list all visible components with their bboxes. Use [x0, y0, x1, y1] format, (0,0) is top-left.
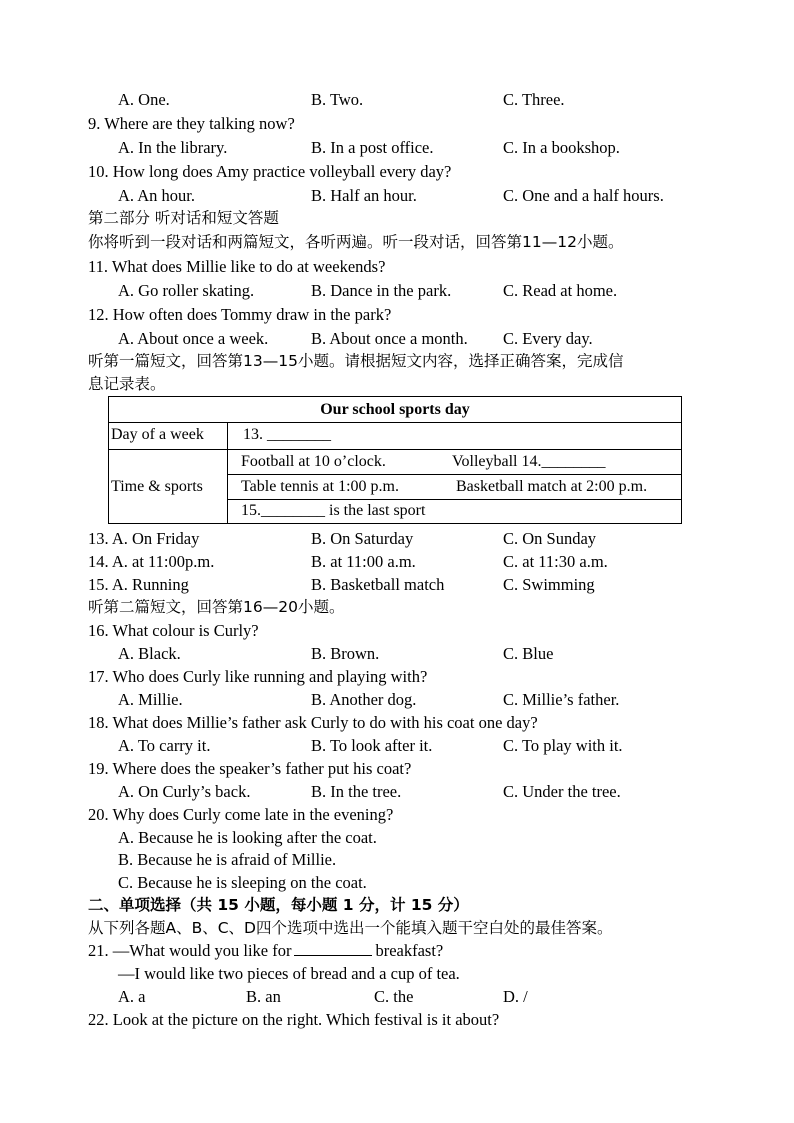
- option-text: C. Every day.: [503, 329, 593, 348]
- text-line: [0, 184, 794, 207]
- option-text: B. In the tree.: [311, 782, 402, 801]
- text-line: [0, 255, 794, 278]
- text-line: [0, 596, 794, 619]
- q21-reply-line: [0, 962, 794, 985]
- text-line: [0, 573, 794, 596]
- q21-options: [0, 985, 794, 1008]
- text-line: [0, 665, 794, 688]
- text-line: [0, 373, 794, 396]
- row-time-label: Time & sports: [111, 478, 203, 495]
- option-text: B. Two.: [311, 90, 364, 109]
- option-text: A. Millie.: [118, 690, 183, 709]
- option-text: B. In a post office.: [311, 138, 434, 157]
- question-text: 息记录表。: [88, 375, 166, 393]
- option-text: B. Dance in the park.: [311, 281, 452, 300]
- option-text: B. Basketball match: [311, 575, 445, 594]
- option-text: C. One and a half hours.: [503, 186, 664, 205]
- option-text: A. Because he is looking after the coat.: [118, 828, 377, 847]
- table-tennis-cell: Table tennis at 1:00 p.m.: [241, 478, 399, 495]
- q21-option-b: B. an: [246, 987, 281, 1006]
- question-text: 19. Where does the speaker’s father put his coat?: [88, 759, 412, 778]
- option-text: A. In the library.: [118, 138, 228, 157]
- text-line: [0, 894, 794, 917]
- text-line: [0, 279, 794, 302]
- q21-stem-end: breakfast?: [375, 941, 444, 960]
- question-text: 听第一篇短文，回答第13—15小题。请根据短文内容，选择正确答案，完成信: [88, 352, 624, 370]
- text-line: [0, 848, 794, 871]
- question-21: [0, 939, 794, 962]
- option-text: A. On Curly’s back.: [118, 782, 251, 801]
- q22-stem: 22. Look at the picture on the right. Which festival is it about?: [88, 1010, 500, 1029]
- sports-day-table: [108, 396, 682, 524]
- volleyball-cell: Volleyball 14.________: [452, 453, 606, 470]
- option-text: C. Under the tree.: [503, 782, 621, 801]
- option-text: C. Three.: [503, 90, 565, 109]
- basketball-cell: Basketball match at 2:00 p.m.: [456, 478, 648, 495]
- question-text: 11. What does Millie like to do at weekends?: [88, 257, 386, 276]
- option-text: B. On Saturday: [311, 529, 414, 548]
- question-text: 9. Where are they talking now?: [88, 114, 295, 133]
- option-text: C. Millie’s father.: [503, 690, 620, 709]
- option-text: A. About once a week.: [118, 329, 269, 348]
- text-line: [0, 871, 794, 894]
- option-text: C. Because he is sleeping on the coat.: [118, 873, 367, 892]
- option-text: A. Go roller skating.: [118, 281, 255, 300]
- question-text: 12. How often does Tommy draw in the park?: [88, 305, 392, 324]
- option-text: B. Brown.: [311, 644, 380, 663]
- option-text: C. Swimming: [503, 575, 595, 594]
- option-text: C. Read at home.: [503, 281, 618, 300]
- question-text: 二、单项选择（共 15 小题，每小题 1 分，计 15 分）: [88, 896, 469, 914]
- option-text: B. Half an hour.: [311, 186, 417, 205]
- text-line: [0, 207, 794, 230]
- option-text: C. To play with it.: [503, 736, 623, 755]
- table-divider: [227, 474, 681, 475]
- table-title: Our school sports day: [320, 401, 470, 418]
- q21-blank: [294, 939, 372, 956]
- football-cell: Football at 10 o’clock.: [241, 453, 386, 470]
- text-line: [0, 160, 794, 183]
- text-line: [0, 350, 794, 373]
- last-sport-cell: 15.________ is the last sport: [241, 502, 426, 519]
- option-text: A. An hour.: [118, 186, 196, 205]
- question-22: [0, 1008, 794, 1031]
- q21-option-c: C. the: [374, 987, 414, 1006]
- question-text: 10. How long does Amy practice volleyball every day?: [88, 162, 452, 181]
- text-line: [0, 619, 794, 642]
- text-line: [0, 734, 794, 757]
- option-text: B. To look after it.: [311, 736, 433, 755]
- q21-option-d: D. /: [503, 987, 528, 1006]
- q21-option-a: A. a: [118, 987, 146, 1006]
- option-text: B. at 11:00 a.m.: [311, 552, 416, 571]
- option-text: C. On Sunday: [503, 529, 597, 548]
- text-line: [0, 803, 794, 826]
- text-line: [0, 550, 794, 573]
- question-text: 18. What does Millie’s father ask Curly to do with his coat one day?: [88, 713, 538, 732]
- text-line: [0, 917, 794, 940]
- text-line: [0, 688, 794, 711]
- text-line: [0, 88, 794, 111]
- text-line: [0, 757, 794, 780]
- text-line: [0, 136, 794, 159]
- text-line: [0, 327, 794, 350]
- text-line: [0, 112, 794, 135]
- question-text: 你将听到一段对话和两篇短文，各听两遍。听一段对话，回答第11—12小题。: [88, 233, 624, 251]
- text-line: [0, 231, 794, 254]
- row-day-label: Day of a week: [111, 426, 204, 443]
- question-text: 15. A. Running: [88, 575, 189, 594]
- question-text: 17. Who does Curly like running and playing with?: [88, 667, 428, 686]
- text-line: [0, 527, 794, 550]
- table-divider: [227, 422, 228, 524]
- option-text: B. Another dog.: [311, 690, 417, 709]
- table-divider: [227, 499, 681, 500]
- text-line: [0, 826, 794, 849]
- option-text: C. at 11:30 a.m.: [503, 552, 608, 571]
- option-text: B. Because he is afraid of Millie.: [118, 850, 337, 869]
- option-text: B. About once a month.: [311, 329, 468, 348]
- question-text: 16. What colour is Curly?: [88, 621, 259, 640]
- text-line: [0, 780, 794, 803]
- option-text: A. One.: [118, 90, 170, 109]
- text-line: [0, 303, 794, 326]
- question-text: 听第二篇短文，回答第16—20小题。: [88, 598, 345, 616]
- question-text: 13. A. On Friday: [88, 529, 200, 548]
- option-text: C. In a bookshop.: [503, 138, 620, 157]
- text-line: [0, 642, 794, 665]
- table-divider: [109, 422, 681, 423]
- question-text: 第二部分 听对话和短文答题: [88, 209, 279, 227]
- table-divider: [109, 449, 681, 450]
- option-text: A. To carry it.: [118, 736, 211, 755]
- q21-stem: 21. —What would you like for: [88, 941, 292, 960]
- question-text: 从下列各题A、B、C、D四个选项中选出一个能填入题干空白处的最佳答案。: [88, 919, 613, 937]
- text-line: [0, 711, 794, 734]
- q21-reply: —I would like two pieces of bread and a cup of tea.: [118, 964, 460, 983]
- option-text: C. Blue: [503, 644, 554, 663]
- question-text: 20. Why does Curly come late in the evening?: [88, 805, 394, 824]
- option-text: A. Black.: [118, 644, 181, 663]
- row-day-value: 13. ________: [243, 426, 331, 443]
- question-text: 14. A. at 11:00p.m.: [88, 552, 215, 571]
